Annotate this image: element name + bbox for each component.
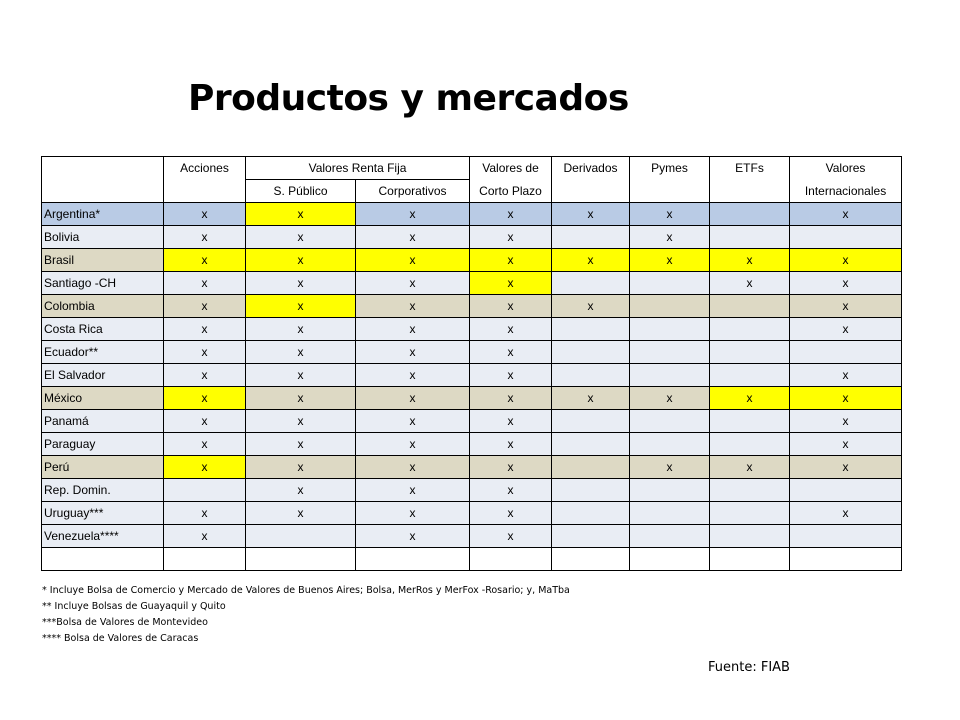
- mark-cell: x: [164, 433, 246, 456]
- mark-cell: x: [164, 203, 246, 226]
- table-row: [42, 548, 902, 571]
- corner-cell: [42, 157, 164, 203]
- mark-cell: x: [356, 318, 470, 341]
- mark-cell: x: [164, 456, 246, 479]
- country-cell: Santiago -CH: [42, 272, 164, 295]
- mark-cell: x: [356, 502, 470, 525]
- mark-cell: [710, 203, 790, 226]
- mark-cell: x: [630, 226, 710, 249]
- mark-cell: x: [552, 203, 630, 226]
- mark-cell: [552, 479, 630, 502]
- table-row: [42, 272, 902, 295]
- table-row: [42, 525, 902, 548]
- table-body: [42, 203, 902, 571]
- country-cell: Costa Rica: [42, 318, 164, 341]
- mark-cell: [552, 548, 630, 571]
- mark-cell: x: [630, 203, 710, 226]
- table-row: [42, 479, 902, 502]
- mark-cell: x: [470, 249, 552, 272]
- mark-cell: x: [356, 410, 470, 433]
- mark-cell: x: [470, 456, 552, 479]
- country-cell: Argentina*: [42, 203, 164, 226]
- header-pymes-blank: [630, 180, 710, 203]
- mark-cell: [630, 272, 710, 295]
- mark-cell: x: [164, 249, 246, 272]
- header-renta-fija: Valores Renta Fija: [246, 157, 470, 180]
- mark-cell: [630, 479, 710, 502]
- mark-cell: [790, 479, 902, 502]
- mark-cell: [710, 548, 790, 571]
- country-cell: Ecuador**: [42, 341, 164, 364]
- mark-cell: x: [630, 249, 710, 272]
- mark-cell: x: [710, 456, 790, 479]
- mark-cell: x: [552, 387, 630, 410]
- mark-cell: [790, 548, 902, 571]
- mark-cell: [630, 433, 710, 456]
- footnotes: [42, 583, 570, 647]
- mark-cell: [470, 548, 552, 571]
- mark-cell: x: [246, 295, 356, 318]
- mark-cell: [710, 341, 790, 364]
- mark-cell: x: [790, 502, 902, 525]
- mark-cell: x: [356, 479, 470, 502]
- mark-cell: x: [246, 203, 356, 226]
- mark-cell: x: [164, 410, 246, 433]
- mark-cell: [710, 502, 790, 525]
- mark-cell: x: [790, 364, 902, 387]
- mark-cell: [630, 525, 710, 548]
- mark-cell: x: [790, 272, 902, 295]
- country-cell: Paraguay: [42, 433, 164, 456]
- mark-cell: x: [246, 502, 356, 525]
- mark-cell: x: [356, 203, 470, 226]
- country-cell: Bolivia: [42, 226, 164, 249]
- mark-cell: x: [790, 249, 902, 272]
- header-acciones: Acciones: [164, 157, 246, 180]
- mark-cell: x: [246, 433, 356, 456]
- country-cell: Perú: [42, 456, 164, 479]
- header-derivados: Derivados: [552, 157, 630, 180]
- table-row: [42, 295, 902, 318]
- table-row: [42, 502, 902, 525]
- footnote: ***Bolsa de Valores de Montevideo: [42, 617, 208, 628]
- mark-cell: x: [164, 318, 246, 341]
- header-acciones-blank: [164, 180, 246, 203]
- mark-cell: x: [356, 456, 470, 479]
- country-cell: [42, 548, 164, 571]
- mark-cell: [790, 525, 902, 548]
- mark-cell: x: [246, 249, 356, 272]
- mark-cell: x: [710, 272, 790, 295]
- mark-cell: x: [246, 410, 356, 433]
- mark-cell: [630, 548, 710, 571]
- mark-cell: x: [470, 272, 552, 295]
- mark-cell: [552, 226, 630, 249]
- mark-cell: x: [630, 456, 710, 479]
- mark-cell: x: [164, 502, 246, 525]
- mark-cell: [630, 364, 710, 387]
- table-row: [42, 387, 902, 410]
- mark-cell: [246, 548, 356, 571]
- mark-cell: [552, 364, 630, 387]
- country-cell: Colombia: [42, 295, 164, 318]
- mark-cell: x: [470, 318, 552, 341]
- mark-cell: x: [164, 341, 246, 364]
- mark-cell: x: [164, 295, 246, 318]
- mark-cell: [630, 341, 710, 364]
- mark-cell: [552, 341, 630, 364]
- mark-cell: x: [470, 479, 552, 502]
- mark-cell: [552, 410, 630, 433]
- mark-cell: x: [552, 249, 630, 272]
- mark-cell: [790, 341, 902, 364]
- mark-cell: [790, 226, 902, 249]
- page-title: Productos y mercados: [188, 78, 629, 119]
- mark-cell: x: [470, 387, 552, 410]
- mark-cell: x: [246, 226, 356, 249]
- mark-cell: x: [710, 249, 790, 272]
- mark-cell: [246, 525, 356, 548]
- mark-cell: x: [356, 249, 470, 272]
- header-valores-de: Valores de: [470, 157, 552, 180]
- mark-cell: x: [164, 387, 246, 410]
- header-internacionales: Internacionales: [790, 180, 902, 203]
- mark-cell: x: [164, 525, 246, 548]
- country-cell: Venezuela****: [42, 525, 164, 548]
- mark-cell: x: [246, 364, 356, 387]
- mark-cell: [710, 226, 790, 249]
- mark-cell: [552, 272, 630, 295]
- mark-cell: [630, 410, 710, 433]
- table-row: [42, 249, 902, 272]
- mark-cell: [552, 433, 630, 456]
- country-cell: Rep. Domin.: [42, 479, 164, 502]
- mark-cell: x: [356, 433, 470, 456]
- mark-cell: [710, 364, 790, 387]
- mark-cell: x: [630, 387, 710, 410]
- mark-cell: x: [356, 341, 470, 364]
- table-row: [42, 410, 902, 433]
- header-s-publico: S. Público: [246, 180, 356, 203]
- mark-cell: x: [470, 226, 552, 249]
- table-row: [42, 433, 902, 456]
- mark-cell: x: [790, 456, 902, 479]
- mark-cell: [630, 318, 710, 341]
- mark-cell: [356, 548, 470, 571]
- mark-cell: [710, 410, 790, 433]
- mark-cell: [552, 502, 630, 525]
- table-row: [42, 318, 902, 341]
- footnote: ** Incluye Bolsas de Guayaquil y Quito: [42, 601, 226, 612]
- country-cell: Brasil: [42, 249, 164, 272]
- mark-cell: x: [552, 295, 630, 318]
- mark-cell: [710, 433, 790, 456]
- mark-cell: [552, 525, 630, 548]
- mark-cell: [710, 318, 790, 341]
- mark-cell: x: [470, 364, 552, 387]
- mark-cell: x: [710, 387, 790, 410]
- table-row: [42, 226, 902, 249]
- table-row: [42, 203, 902, 226]
- mark-cell: x: [470, 433, 552, 456]
- products-markets-table: [41, 156, 902, 571]
- header-etfs-blank: [710, 180, 790, 203]
- header-etfs: ETFs: [710, 157, 790, 180]
- mark-cell: x: [790, 295, 902, 318]
- mark-cell: x: [470, 203, 552, 226]
- mark-cell: x: [790, 410, 902, 433]
- mark-cell: x: [164, 226, 246, 249]
- country-cell: Uruguay***: [42, 502, 164, 525]
- table-row: [42, 456, 902, 479]
- table-row: [42, 364, 902, 387]
- country-cell: México: [42, 387, 164, 410]
- mark-cell: x: [356, 295, 470, 318]
- mark-cell: x: [356, 387, 470, 410]
- mark-cell: x: [470, 295, 552, 318]
- table-row: [42, 341, 902, 364]
- mark-cell: x: [470, 410, 552, 433]
- mark-cell: [710, 295, 790, 318]
- mark-cell: x: [246, 387, 356, 410]
- mark-cell: x: [246, 318, 356, 341]
- country-cell: Panamá: [42, 410, 164, 433]
- mark-cell: x: [164, 364, 246, 387]
- mark-cell: [552, 456, 630, 479]
- mark-cell: [710, 479, 790, 502]
- mark-cell: [710, 525, 790, 548]
- mark-cell: x: [356, 364, 470, 387]
- footnote: **** Bolsa de Valores de Caracas: [42, 633, 199, 644]
- mark-cell: x: [470, 525, 552, 548]
- mark-cell: x: [246, 272, 356, 295]
- mark-cell: x: [356, 272, 470, 295]
- mark-cell: [164, 548, 246, 571]
- mark-cell: x: [790, 203, 902, 226]
- mark-cell: x: [470, 502, 552, 525]
- mark-cell: x: [790, 387, 902, 410]
- mark-cell: x: [356, 525, 470, 548]
- footnote: * Incluye Bolsa de Comercio y Mercado de Valores de Buenos Aires; Bolsa, MerRos y MerFox -Rosario; y, MaTba: [42, 585, 570, 596]
- source-label: Fuente: FIAB: [708, 660, 790, 675]
- mark-cell: x: [356, 226, 470, 249]
- mark-cell: x: [790, 318, 902, 341]
- mark-cell: x: [790, 433, 902, 456]
- header-derivados-blank: [552, 180, 630, 203]
- mark-cell: [164, 479, 246, 502]
- mark-cell: x: [470, 341, 552, 364]
- mark-cell: x: [246, 341, 356, 364]
- mark-cell: x: [164, 272, 246, 295]
- mark-cell: x: [246, 479, 356, 502]
- header-pymes: Pymes: [630, 157, 710, 180]
- mark-cell: [630, 502, 710, 525]
- mark-cell: [630, 295, 710, 318]
- mark-cell: x: [246, 456, 356, 479]
- header-valores: Valores: [790, 157, 902, 180]
- header-corto-plazo: Corto Plazo: [470, 180, 552, 203]
- mark-cell: [552, 318, 630, 341]
- header-corporativos: Corporativos: [356, 180, 470, 203]
- country-cell: El Salvador: [42, 364, 164, 387]
